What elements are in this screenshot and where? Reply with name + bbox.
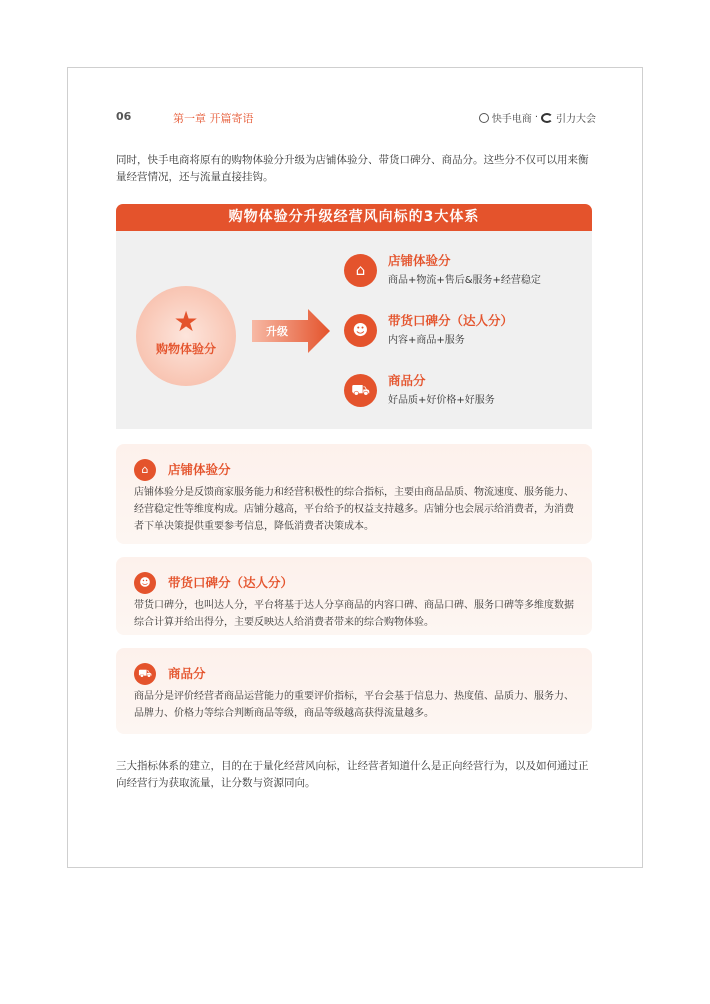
- store-icon: ⌂: [344, 254, 377, 287]
- cart-icon: ⛟: [344, 374, 377, 407]
- arrow-label: 升级: [266, 325, 288, 338]
- card-body: 商品分是评价经营者商品运营能力的重要评价指标，平台会基于信息力、热度值、品质力、服务力、品牌力、价格力等综合判断商品等级，商品等级越高获得流量越多。: [134, 691, 574, 719]
- card-title: 带货口碑分（达人分）: [168, 575, 294, 590]
- upgrade-diagram: [116, 231, 592, 429]
- upgrade-arrow-icon: [252, 309, 330, 353]
- star-icon: ★: [173, 305, 199, 338]
- card-store-score: [116, 444, 592, 544]
- card-product-score: [116, 648, 592, 734]
- diagram-banner-title: 购物体验分升级经营风向标的3大体系: [116, 204, 592, 231]
- category-store: [344, 251, 584, 291]
- category-detail: 好品质+好价格+好服务: [388, 395, 495, 406]
- category-title: 带货口碑分（达人分）: [388, 313, 514, 328]
- card-body: 店铺体验分是反馈商家服务能力和经营积极性的综合指标，主要由商品品质、物流速度、服务能力、经营稳定性等维度构成。店铺分越高，平台给予的权益支持越多。店铺分也会展示给消费者，为消费者下单决策提供重要参考信息，降低消费者决策成本。: [134, 487, 574, 532]
- store-icon: ⌂: [134, 459, 156, 481]
- kuaishou-logo-icon: [479, 113, 489, 123]
- category-detail: 商品+物流+售后&服务+经营稳定: [388, 275, 541, 286]
- brand-separator: ·: [534, 112, 538, 123]
- page-number: 06: [116, 110, 132, 123]
- category-creator: [344, 311, 584, 351]
- card-title: 商品分: [168, 666, 206, 681]
- source-circle: [136, 286, 236, 386]
- page-header: [116, 110, 596, 128]
- gravity-logo-icon: [541, 113, 553, 123]
- intro-paragraph: 同时，快手电商将原有的购物体验分升级为店铺体验分、带货口碑分、商品分。这些分不仅可以用来衡量经营情况，还与流量直接挂钩。: [116, 154, 589, 183]
- card-body: 带货口碑分，也叫达人分，平台将基于达人分享商品的内容口碑、商品口碑、服务口碑等多维度数据综合计算并给出得分，主要反映达人给消费者带来的综合购物体验。: [134, 600, 574, 628]
- category-detail: 内容+商品+服务: [388, 335, 465, 346]
- category-title: 商品分: [388, 373, 426, 388]
- brand-logos: [479, 110, 596, 125]
- brand-left-text: 快手电商: [491, 114, 532, 125]
- category-product: [344, 371, 584, 411]
- category-title: 店铺体验分: [388, 253, 451, 268]
- person-badge-icon: ☻: [344, 314, 377, 347]
- card-creator-score: [116, 557, 592, 635]
- cart-icon: ⛟: [134, 663, 156, 685]
- closing-paragraph: 三大指标体系的建立，目的在于量化经营风向标，让经营者知道什么是正向经营行为，以及如何通过正向经营行为获取流量，让分数与资源同向。: [116, 760, 589, 789]
- source-label: 购物体验分: [155, 342, 216, 356]
- chapter-title: 第一章 开篇寄语: [173, 112, 254, 125]
- card-title: 店铺体验分: [168, 462, 231, 477]
- person-badge-icon: ☻: [134, 572, 156, 594]
- document-page: [67, 67, 643, 868]
- brand-right-text: 引力大会: [556, 114, 596, 125]
